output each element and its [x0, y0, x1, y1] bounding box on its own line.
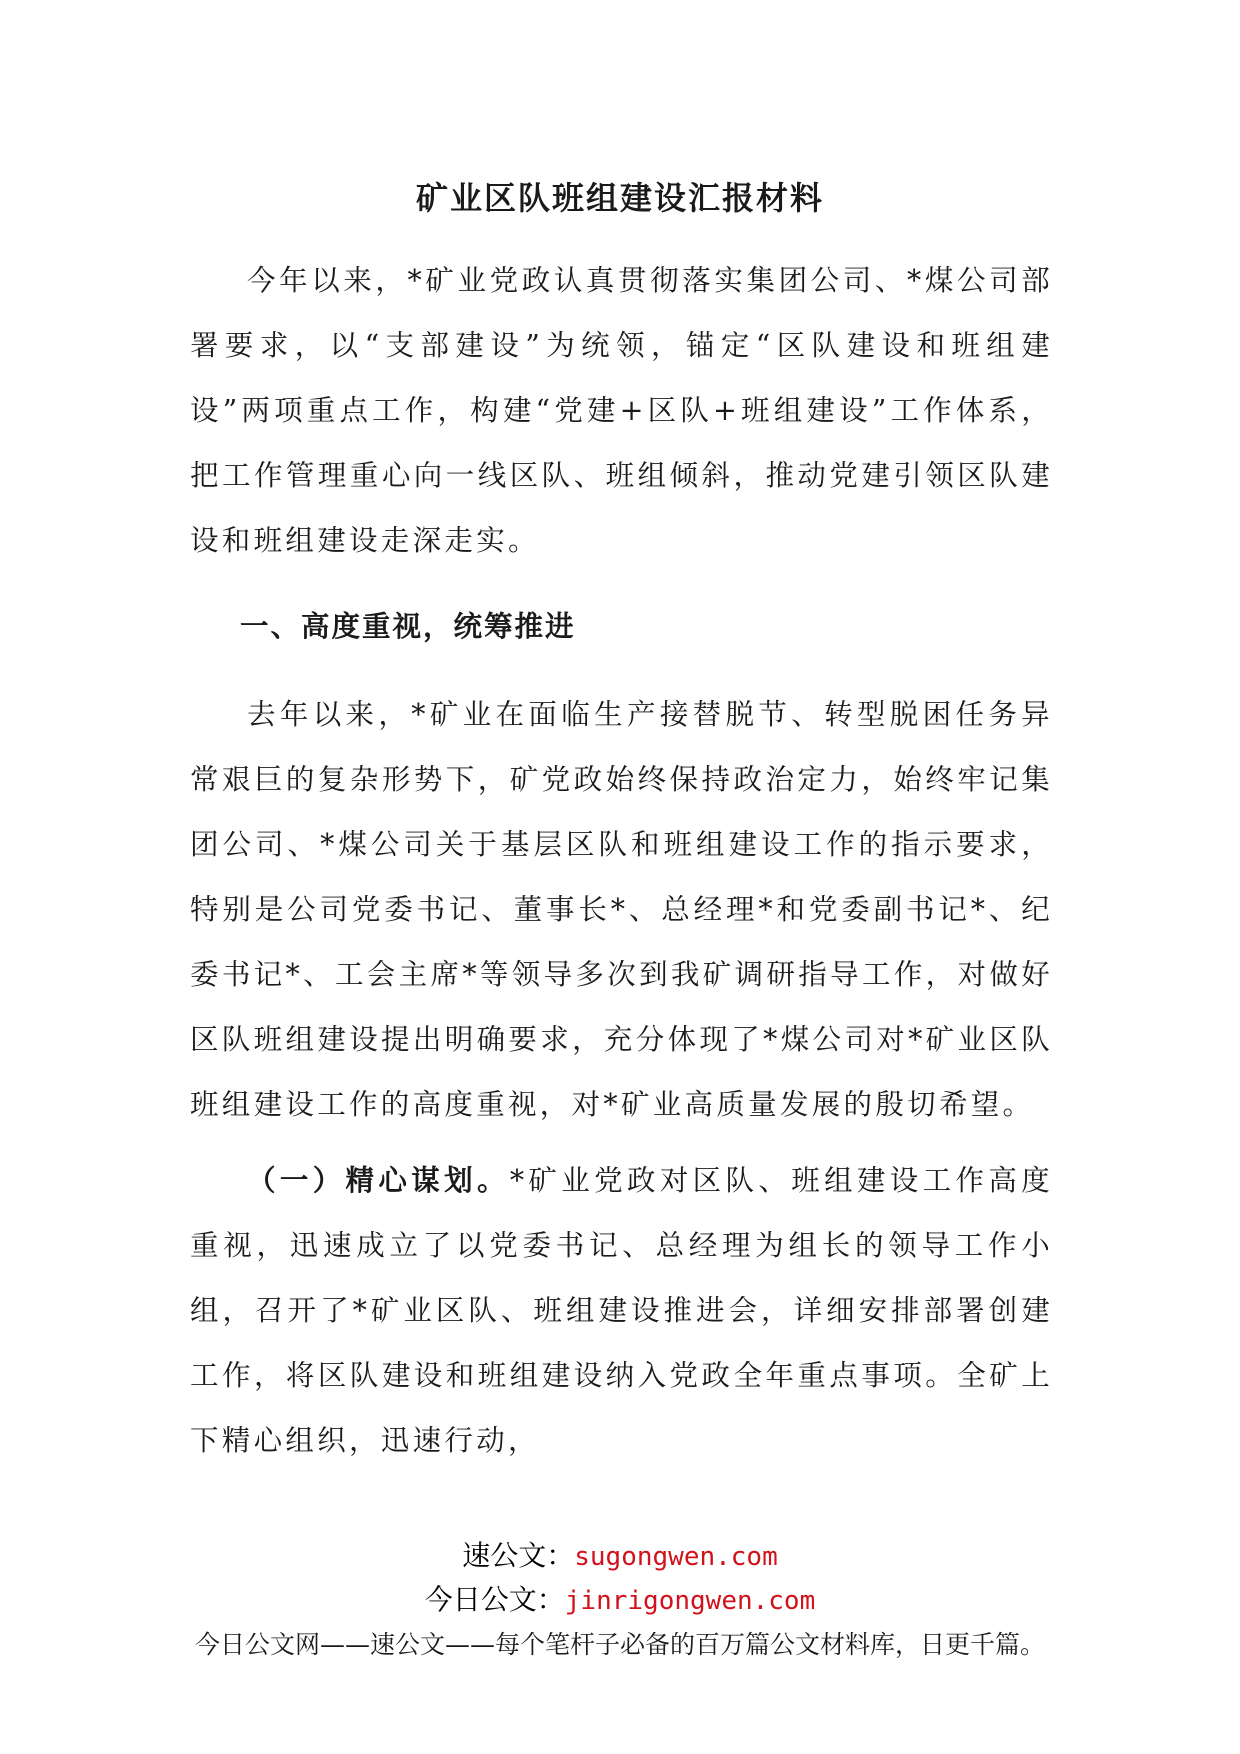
footer-label-sugongwen: 速公文： — [462, 1539, 575, 1572]
footer-tagline: 今日公文网——速公文——每个笔杆子必备的百万篇公文材料库，日更千篇。 — [194, 1630, 1045, 1659]
document-title: 矿业区队班组建设汇报材料 — [415, 179, 824, 217]
paragraph-intro: 今年以来，*矿业党政认真贯彻落实集团公司、*煤公司部署要求，以“支部建设”为统领，锚定“区队建设和班组建设”两项重点工作，构建“党建+区队+班组建设”工作体系，把工作管理重心向一线区队、班组倾斜，推动党建引领区队建设和班组建设走深走实。 — [190, 264, 1053, 557]
paragraph-subsection-1 — [190, 1148, 1053, 1473]
footer-label-jinrigongwen: 今日公文： — [424, 1583, 565, 1616]
paragraph-section-1: 去年以来，*矿业在面临生产接替脱节、转型脱困任务异常艰巨的复杂形势下，矿党政始终保持政治定力，始终牢记集团公司、*煤公司关于基层区队和班组建设工作的指示要求，特别是公司党委书记、董事长*、总经理*和党委副书记*、纪委书记*、工会主席*等领导多次到我矿调研指导工作，对做好区队班组建设提出明确要求，充分体现了*煤公司对*矿业区队班组建设工作的高度重视，对*矿业高质量发展的殷切希望。 — [190, 698, 1053, 1121]
subsection-lead: （一）精心谋划。 — [247, 1164, 510, 1197]
subsection-body: *矿业党政对区队、班组建设工作高度重视，迅速成立了以党委书记、总经理为组长的领导工作小组，召开了*矿业区队、班组建设推进会，详细安排部署创建工作，将区队建设和班组建设纳入党政全年重点事项。全矿上下精心组织，迅速行动， — [190, 1164, 1053, 1457]
footer-line-jinrigongwen — [0, 1582, 1240, 1619]
footer-link-sugongwen[interactable]: sugongwen.com — [574, 1542, 778, 1572]
footer-link-jinrigongwen[interactable]: jinrigongwen.com — [564, 1586, 816, 1616]
footer-line-sugongwen — [0, 1538, 1240, 1575]
section-heading-1: 一、高度重视，统筹推进 — [240, 610, 576, 643]
